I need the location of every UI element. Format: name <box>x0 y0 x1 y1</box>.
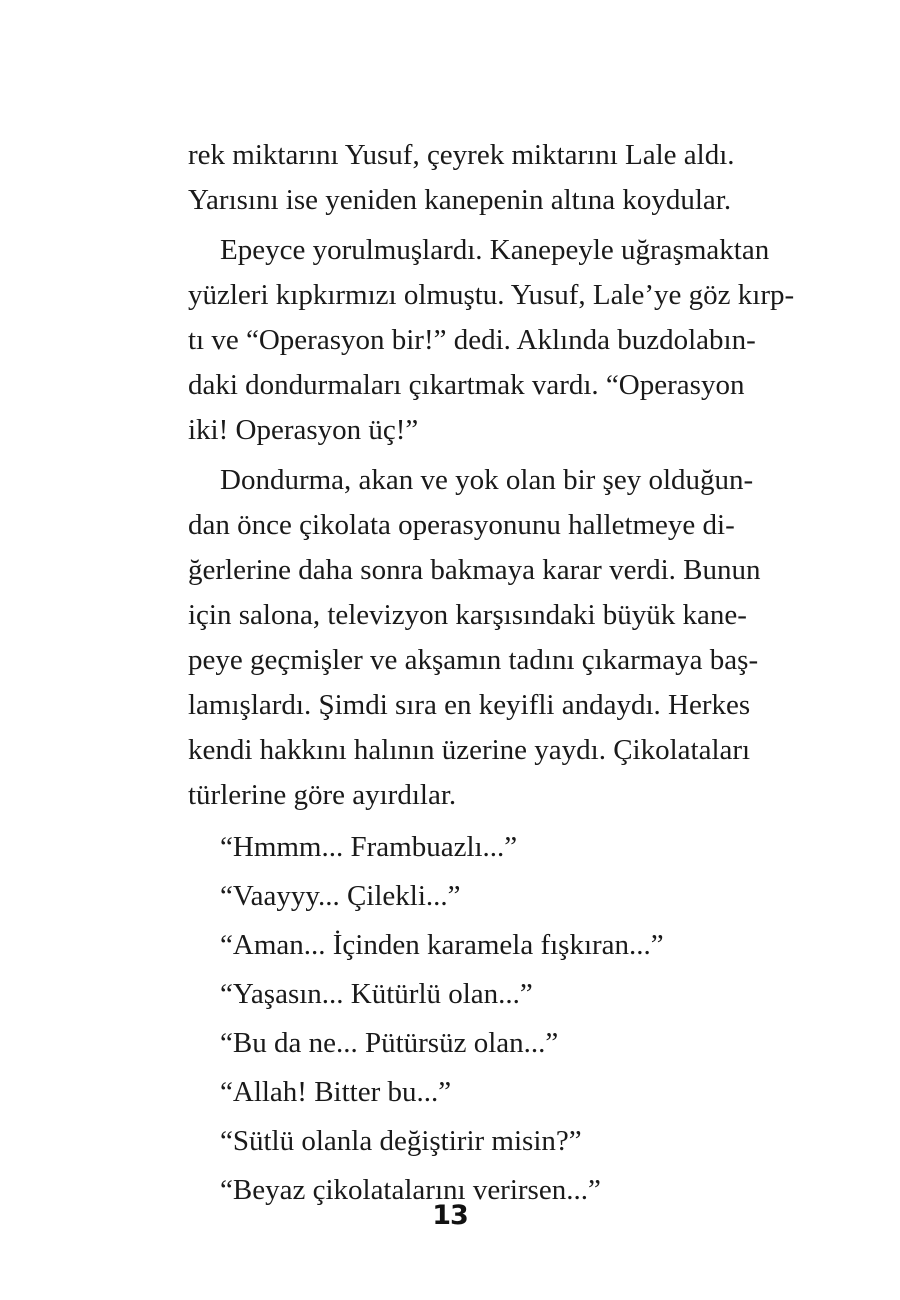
dialogue-line: “Allah! Bitter bu...” <box>220 1076 452 1108</box>
text-line: Yarısını ise yeniden kanepenin altına koydular. <box>188 184 732 216</box>
text-line: Dondurma, akan ve yok olan bir şey olduğun- <box>220 464 754 496</box>
body-text <box>188 133 795 1215</box>
text-line: türlerine göre ayırdılar. <box>188 779 457 811</box>
text-line: daki dondurmaları çıkartmak vardı. “Operasyon <box>188 369 745 401</box>
text-line: lamışlardı. Şimdi sıra en keyifli andaydı. Herkes <box>188 689 751 721</box>
dialogue-line: “Hmmm... Frambuazlı...” <box>220 831 518 863</box>
text-line: kendi hakkını halının üzerine yaydı. Çikolataları <box>188 734 751 766</box>
dialogue-line: “Vaayyy... Çilekli...” <box>220 880 461 912</box>
text-line: rek miktarını Yusuf, çeyrek miktarını Lale aldı. <box>188 139 735 171</box>
dialogue-line: “Yaşasın... Kütürlü olan...” <box>220 978 533 1010</box>
text-line: dan önce çikolata operasyonunu halletmeye di- <box>188 509 735 541</box>
page-number: 13 <box>432 1200 468 1231</box>
text-line: iki! Operasyon üç!” <box>188 414 419 446</box>
text-line: peye geçmişler ve akşamın tadını çıkarmaya baş- <box>188 644 759 676</box>
paragraph-3 <box>188 458 761 818</box>
dialogue-line: “Bu da ne... Pütürsüz olan...” <box>220 1027 559 1059</box>
paragraph-2 <box>188 228 795 453</box>
text-line: Epeyce yorulmuşlardı. Kanepeyle uğraşmaktan <box>220 234 770 266</box>
dialogue-line: “Beyaz çikolatalarını verirsen...” <box>220 1174 601 1206</box>
text-line: ğerlerine daha sonra bakmaya karar verdi. Bunun <box>188 554 761 586</box>
dialogue-line: “Aman... İçinden karamela fışkıran...” <box>220 929 664 961</box>
text-line: yüzleri kıpkırmızı olmuştu. Yusuf, Lale’ye göz kırp- <box>188 279 795 311</box>
dialogue-line: “Sütlü olanla değiştirir misin?” <box>220 1125 582 1157</box>
text-line: tı ve “Operasyon bir!” dedi. Aklında buzdolabın- <box>188 324 756 356</box>
text-line: için salona, televizyon karşısındaki büyük kane- <box>188 599 747 631</box>
dialogue-list <box>188 823 738 1215</box>
paragraph-1 <box>188 133 738 223</box>
